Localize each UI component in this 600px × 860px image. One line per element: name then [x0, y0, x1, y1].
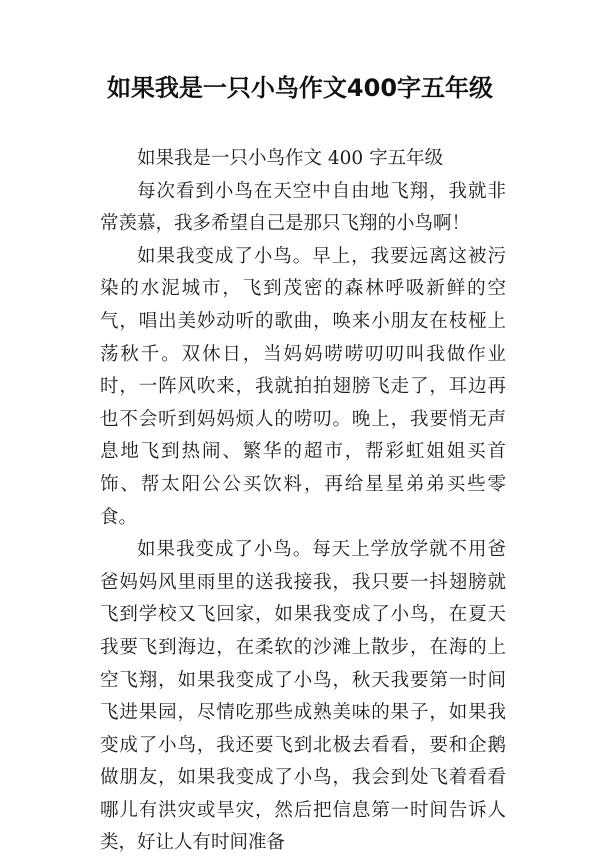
- document-body: [100, 143, 506, 860]
- paragraph: 如果我变成了小鸟。早上，我要远离这被污染的水泥城市，飞到茂密的森林呼吸新鲜的空气，唱出美妙动听的歌曲，唤来小朋友在枝桠上荡秋千。双休日，当妈妈唠唠叨叨叫我做作业时，一阵风吹来，我就拍拍翅膀飞走了，耳边再也不会听到妈妈烦人的唠叨。晚上，我要悄无声息地飞到热闹、繁华的超市，帮彩虹姐姐买首饰、帮太阳公公买饮料，再给星星弟弟买些零食。: [100, 245, 506, 528]
- paragraph: 每次看到小鸟在天空中自由地飞翔，我就非常羡慕，我多希望自己是那只飞翔的小鸟啊！: [100, 180, 506, 235]
- document-title: 如果我是一只小鸟作文400字五年级: [106, 74, 494, 102]
- paragraph: 如果我变成了小鸟。每天上学放学就不用爸爸妈妈风里雨里的送我接我，我只要一抖翅膀就飞到学校又飞回家，如果我变成了小鸟，在夏天我要飞到海边，在柔软的沙滩上散步，在海的上空飞翔，如果我变成了小鸟，秋天我要第一时间飞进果园，尽情吃那些成熟美味的果子，如果我变成了小鸟，我还要飞到北极去看看，要和企鹅做朋友，如果我变成了小鸟，我会到处飞着看看哪儿有洪灾或旱灾，然后把信息第一时间告诉人类，好让人有时间准备: [100, 539, 506, 854]
- paragraph-subtitle: 如果我是一只小鸟作文 400 字五年级: [137, 148, 444, 169]
